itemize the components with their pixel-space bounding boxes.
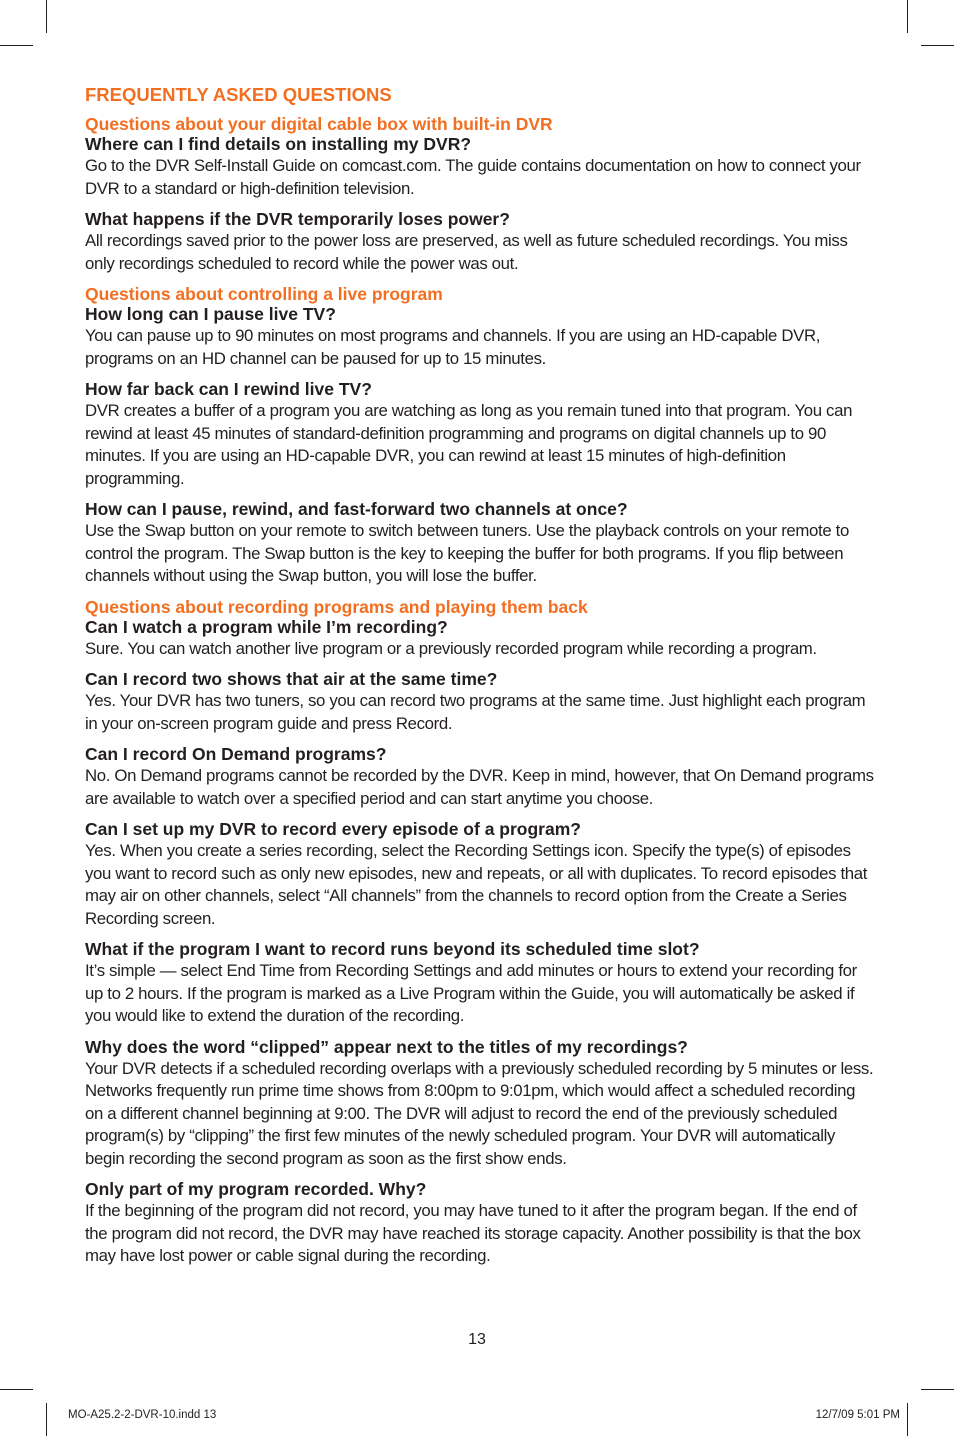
faq-answer: It’s simple — select End Time from Recording Settings and add minutes or hours to extend your recording for up to 2 hours. If the program is marked as a Live Program within the Guide, you will automatically be asked if you would like to extend the duration of the recording. (85, 961, 857, 1025)
faq-question: What if the program I want to record runs beyond its scheduled time slot? (85, 939, 700, 959)
faq-answer: If the beginning of the program did not record, you may have tuned to it after the program began. If the end of the program did not record, the DVR may have reached its storage capacity. Another possibility is that the box may have lost power or cable signal during the recording. (85, 1201, 861, 1265)
faq-question: Where can I find details on installing my DVR? (85, 134, 472, 154)
faq-section (85, 114, 875, 275)
slug-file-info: MO-A25.2-2-DVR-10.indd 13 (68, 1409, 217, 1421)
faq-answer: Sure. You can watch another live program or a previously recorded program while recording a program. (85, 638, 817, 658)
faq-question: How far back can I rewind live TV? (85, 379, 372, 399)
faq-section (85, 284, 875, 588)
faq-item (85, 744, 875, 810)
faq-answer: You can pause up to 90 minutes on most programs and channels. If you are using an HD-capable DVR, programs on an HD channel can be paused for up to 15 minutes. (85, 326, 821, 368)
faq-item (85, 209, 875, 275)
faq-question: How long can I pause live TV? (85, 304, 336, 324)
crop-mark-bottom-right (921, 1389, 954, 1390)
faq-question: Can I record On Demand programs? (85, 744, 387, 764)
faq-item (85, 939, 875, 1028)
faq-item (85, 379, 875, 490)
faq-question: What happens if the DVR temporarily loses power? (85, 209, 510, 229)
faq-page (85, 84, 875, 1277)
crop-mark-bottom-left (0, 1389, 33, 1390)
crop-mark-bottom-left (46, 1403, 47, 1436)
faq-answer: Go to the DVR Self-Install Guide on comcast.com. The guide contains documentation on how to connect your DVR to a standard or high-definition television. (85, 156, 861, 198)
faq-answer: Your DVR detects if a scheduled recording overlaps with a previously scheduled recording by 5 minutes or less. Networks frequently run prime time shows from 8:00pm to 9:01pm, which would affect a scheduled recording on a different channel beginning at 9:00. The DVR will adjust to record the end of the previously scheduled program(s) by “clipping” the first few minutes of the newly scheduled program. Your DVR will automatically begin recording the second program as soon as the first show ends. (85, 1058, 874, 1168)
page-number: 13 (468, 1331, 486, 1348)
crop-mark-bottom-right (907, 1403, 908, 1436)
faq-answer: All recordings saved prior to the power loss are preserved, as well as future scheduled recordings. You miss only recordings scheduled to record while the power was out. (85, 231, 848, 273)
section-title: Questions about recording programs and playing them back (85, 596, 588, 617)
crop-mark-top-right (907, 0, 908, 33)
faq-question: Can I watch a program while I’m recording? (85, 616, 448, 637)
faq-item (85, 819, 875, 930)
crop-mark-top-left (0, 45, 33, 46)
crop-mark-top-right (921, 45, 954, 46)
faq-item (85, 304, 875, 370)
faq-item (85, 499, 875, 588)
faq-item (85, 617, 875, 661)
slug-timestamp: 12/7/09 5:01 PM (815, 1409, 900, 1421)
section-title: Questions about controlling a live program (85, 284, 443, 304)
faq-question: Can I record two shows that air at the same time? (85, 669, 498, 689)
faq-answer: Use the Swap button on your remote to switch between tuners. Use the playback controls on your remote to control the program. The Swap button is the key to keeping the buffer for both programs. If you flip between channels without using the Swap button, you will lose the buffer. (85, 521, 849, 585)
faq-question: Why does the word “clipped” appear next to the titles of my recordings? (85, 1036, 688, 1057)
faq-item (85, 669, 875, 735)
faq-item (85, 1037, 875, 1171)
faq-answer: Yes. When you create a series recording, select the Recording Settings icon. Specify the type(s) of episodes you want to record such as only new episodes, new and repeats, or all with duplicates. To record episodes that may air on other channels, select “All channels” from the channels to record option from the Create a Series Recording screen. (85, 841, 868, 928)
faq-item (85, 1179, 875, 1268)
faq-answer: DVR creates a buffer of a program you are watching as long as you remain tuned into that program. You can rewind at least 45 minutes of standard-definition programming and programs on digital channels up to 90 minutes. If you are using an HD-capable DVR, you can rewind at least 15 minutes of high-definition programming. (85, 401, 853, 488)
faq-answer: Yes. Your DVR has two tuners, so you can record two programs at the same time. Just highlight each program in your on-screen program guide and press Record. (85, 691, 866, 733)
crop-mark-top-left (46, 0, 47, 33)
faq-question: Only part of my program recorded. Why? (85, 1179, 427, 1199)
faq-section (85, 597, 875, 1268)
section-title: Questions about your digital cable box with built-in DVR (85, 114, 553, 134)
faq-question: Can I set up my DVR to record every episode of a program? (85, 819, 581, 839)
faq-question: How can I pause, rewind, and fast-forward two channels at once? (85, 499, 628, 519)
faq-item (85, 134, 875, 200)
page-title: FREQUENTLY ASKED QUESTIONS (85, 84, 392, 105)
faq-answer: No. On Demand programs cannot be recorded by the DVR. Keep in mind, however, that On Demand programs are available to watch over a specified period and can start anytime you choose. (85, 766, 874, 808)
